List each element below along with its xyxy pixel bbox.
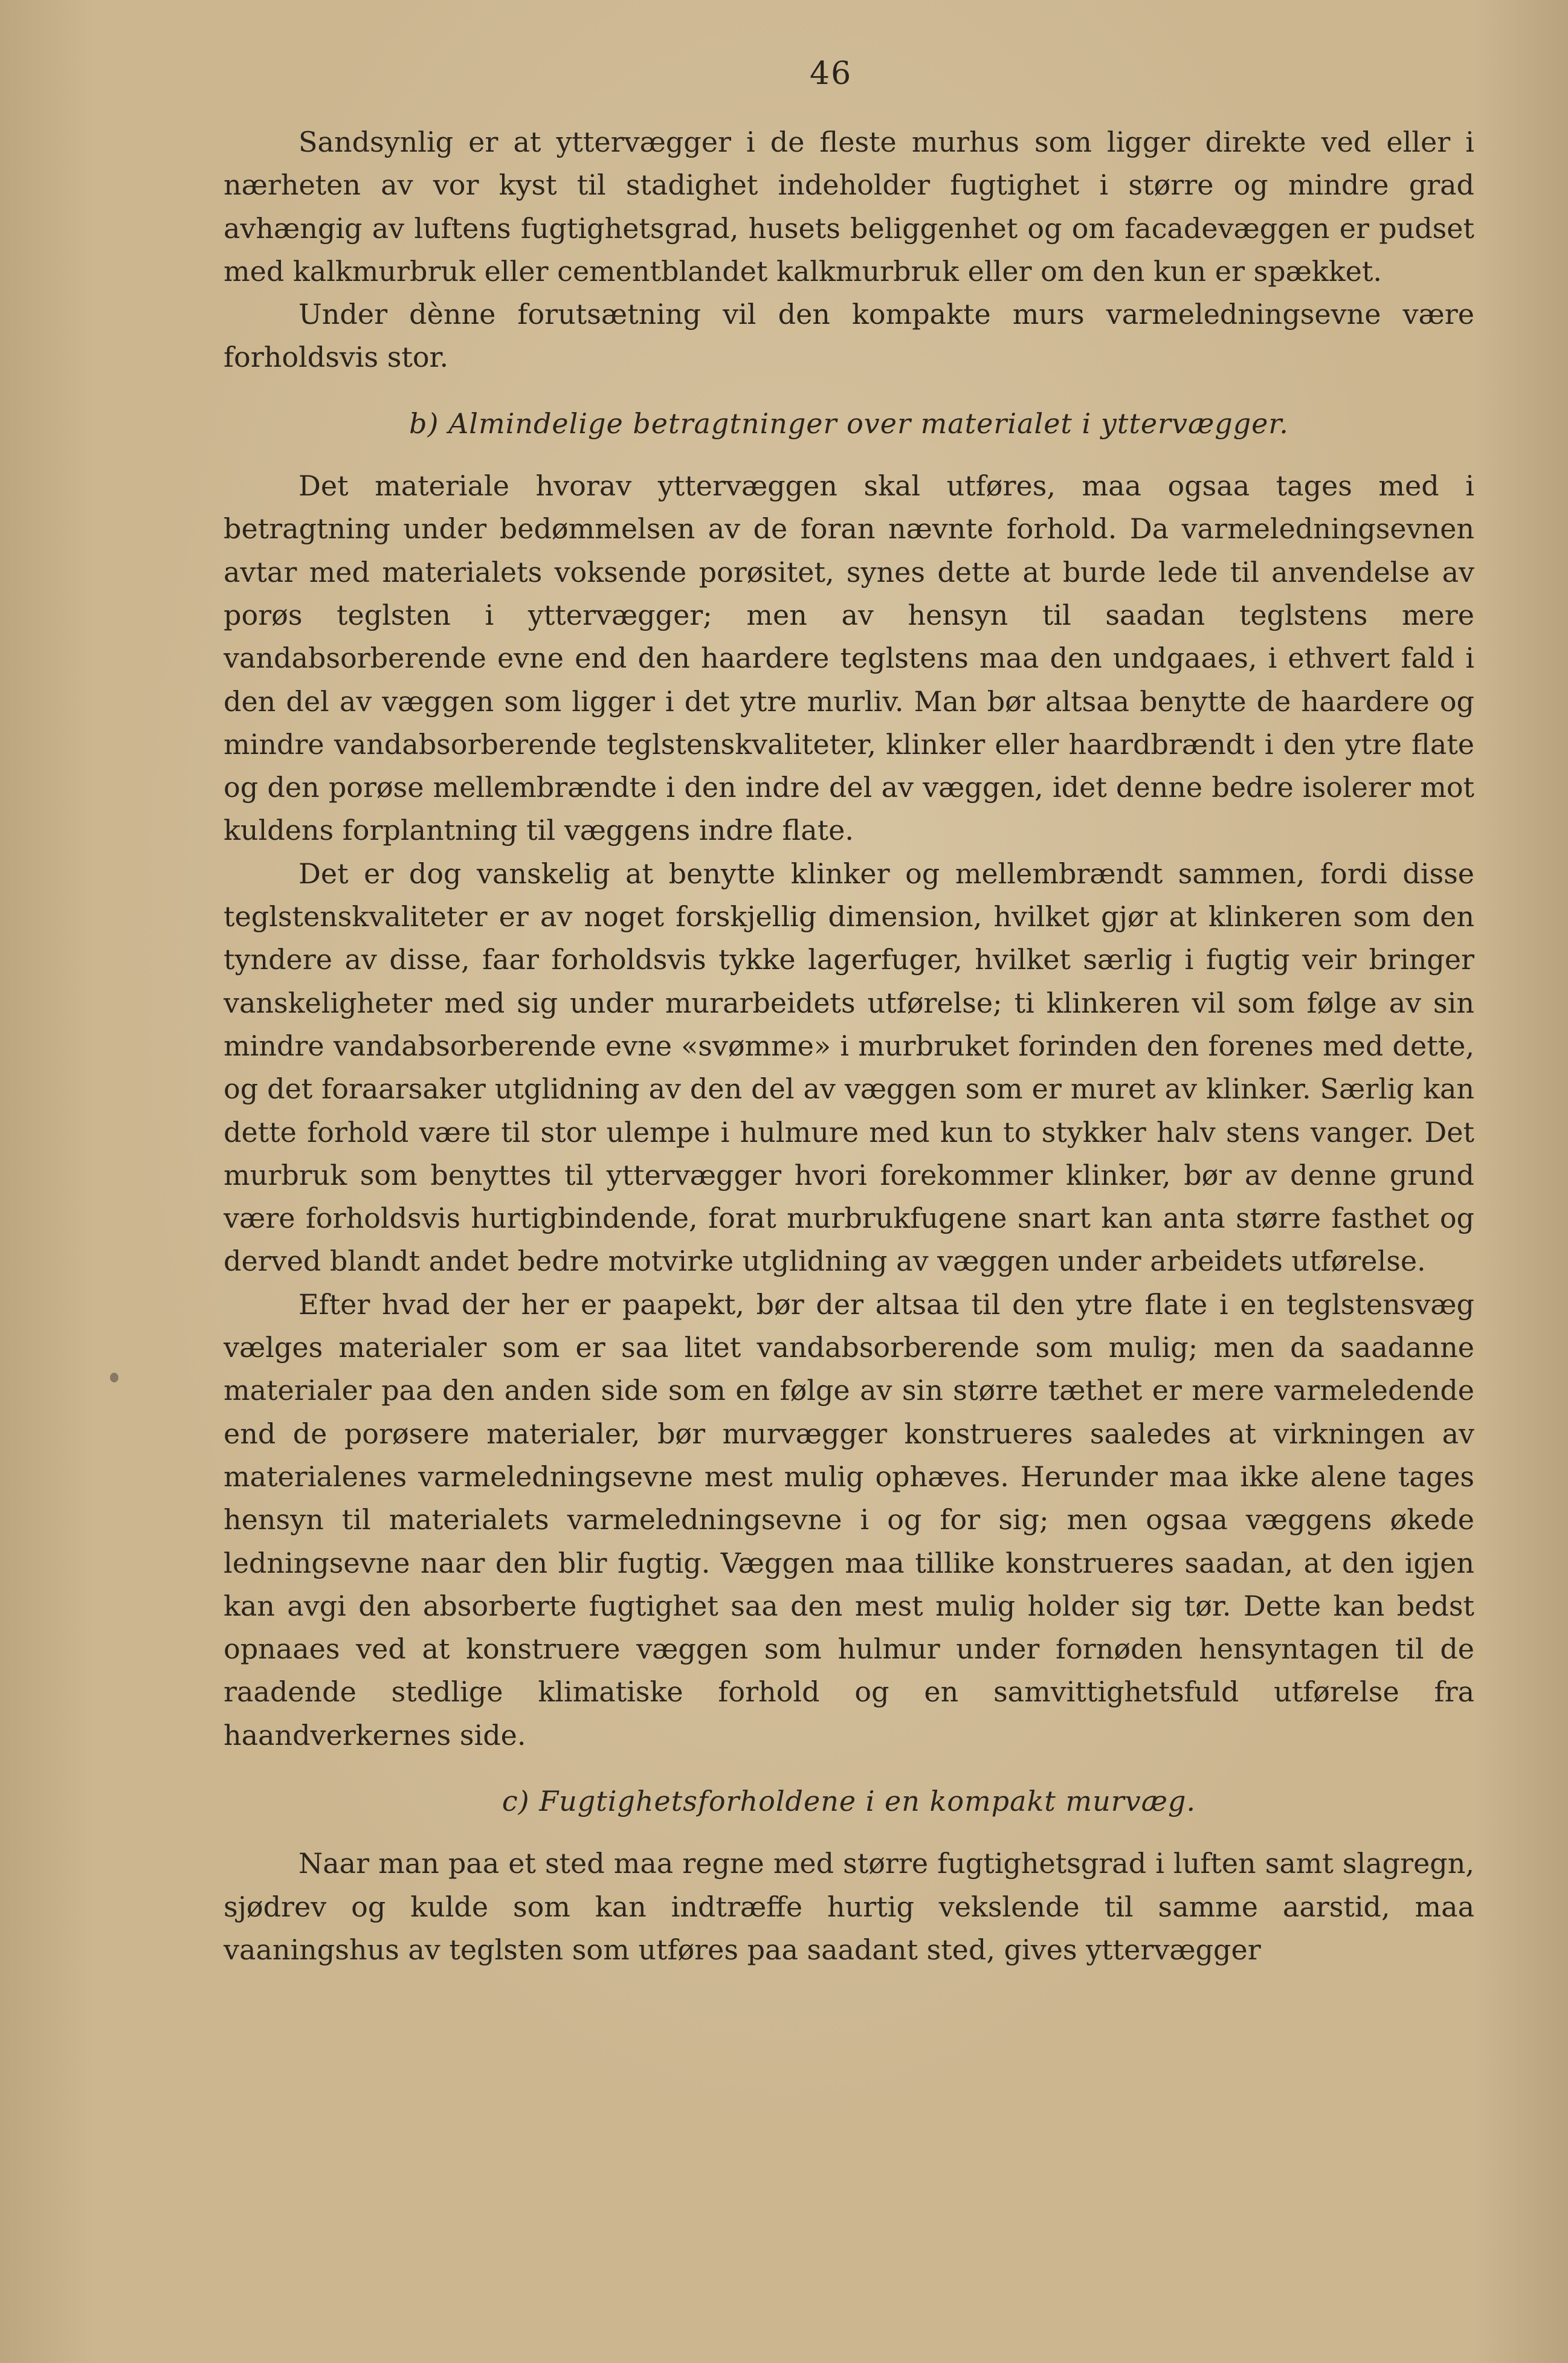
- section-c-heading: c) Fugtighetsforholdene i en kompakt murvæg.: [502, 1784, 1196, 1817]
- section-c-paragraph-1: Naar man paa et sted maa regne med større fugtighetsgrad i luften samt slagregn, sjødrev og kulde som kan indtræffe hurtig vekslende til samme aarstid, maa vaaningshus av teglsten som utføres paa saadant sted, gives yttervægger: [224, 1847, 1474, 1966]
- body-text: [224, 121, 1474, 1971]
- page-number: 46: [810, 56, 853, 92]
- paragraph-intro-conclusion: Under dènne forutsætning vil den kompakte murs varmeledningsevne være forholdsvis stor.: [224, 298, 1474, 374]
- section-b-paragraph-3: Efter hvad der her er paapekt, bør der altsaa til den ytre flate i en teglstensvæg vælges materialer som er saa litet vandabsorberende som mulig; men da saadanne materialer paa den anden side som en følge av sin større tæthet er mere varmeledende end de porøsere materialer, bør murvægger konstrueres saaledes at virkningen av materialenes varmeledningsevne mest mulig ophæves. Herunder maa ikke alene tages hensyn til materialets varmeledningsevne i og for sig; men ogsaa væggens økede ledningsevne naar den blir fugtig. Væggen maa tillike konstrueres saadan, at den igjen kan avgi den absorberte fugtighet saa den mest mulig holder sig tør. Dette kan bedst opnaaes ved at konstruere væggen som hulmur under fornøden hensyntagen til de raadende stedlige klimatiske forhold og en samvittighetsfuld utførelse fra haandverkernes side.: [224, 1288, 1474, 1752]
- section-b-paragraph-2: Det er dog vanskelig at benytte klinker og mellembrændt sammen, fordi disse teglstenskvaliteter er av noget forskjellig dimension, hvilket gjør at klinkeren som den tyndere av disse, faar forholdsvis tykke lagerfuger, hvilket særlig i fugtig veir bringer vanskeligheter med sig under murarbeidets utførelse; ti klinkeren vil som følge av sin mindre vandabsorberende evne «svømme» i murbruket forinden den forenes med dette, og det foraarsaker utglidning av den del av væggen som er muret av klinker. Særlig kan dette forhold være til stor ulempe i hulmure med kun to stykker halv stens vanger. Det murbruk som benyttes til yttervægger hvori forekommer klinker, bør av denne grund være forholdsvis hurtigbindende, forat murbrukfugene snart kan anta større fasthet og derved blandt andet bedre motvirke utglidning av væggen under arbeidets utførelse.: [224, 857, 1474, 1278]
- section-b-heading: b) Almindelige betragtninger over materialet i yttervægger.: [409, 407, 1289, 440]
- ink-speck: [110, 1373, 118, 1382]
- paragraph-intro: Sandsynlig er at yttervægger i de fleste murhus som ligger direkte ved eller i nærheten av vor kyst til stadighet indeholder fugtighet i større og mindre grad avhængig av luftens fugtighetsgrad, husets beliggenhet og om facadevæggen er pudset med kalkmurbruk eller cementblandet kalkmurbruk eller om den kun er spækket.: [224, 126, 1474, 288]
- section-b-paragraph-1: Det materiale hvorav yttervæggen skal utføres, maa ogsaa tages med i betragtning under bedømmelsen av de foran nævnte forhold. Da varmeledningsevnen avtar med materialets voksende porøsitet, synes dette at burde lede til anvendelse av porøs teglsten i yttervægger; men av hensyn til saadan teglstens mere vandabsorberende evne end den haardere teglstens maa den undgaaes, i ethvert fald i den del av væggen som ligger i det ytre murliv. Man bør altsaa benytte de haardere og mindre vandabsorberende teglstenskvaliteter, klinker eller haardbrændt i den ytre flate og den porøse mellembrændte i den indre del av væggen, idet denne bedre isolerer mot kuldens forplantning til væggens indre flate.: [224, 469, 1474, 847]
